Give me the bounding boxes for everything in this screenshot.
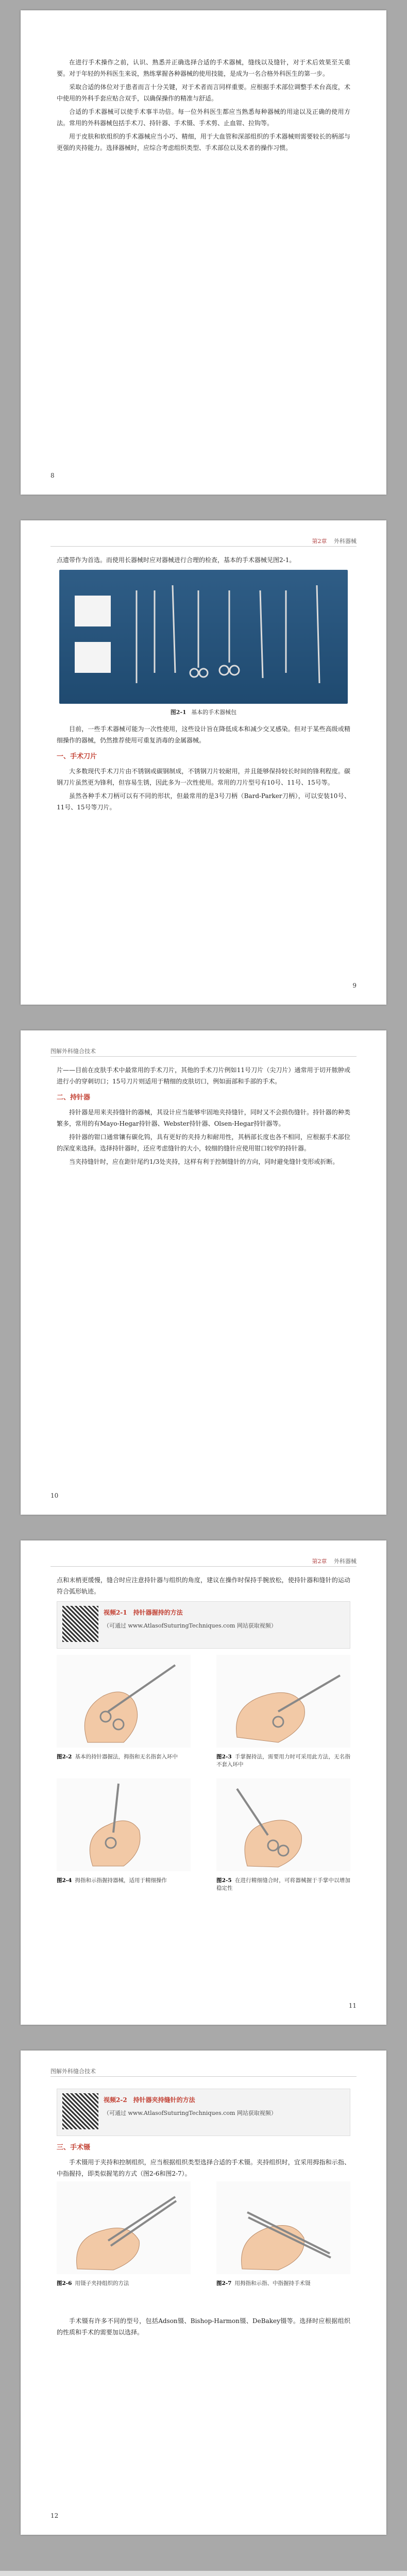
paragraph: 当夹持缝针时，应在距针尾约1/3处夹持，这样有利于控制缝针的方向，同时避免缝针变形或折断。 — [69, 1158, 339, 1165]
paragraph: 持针器是用来夹持缝针的器械，其设计应当能够牢固地夹持缝针，同时又不会损伤缝针。持针器的种类繁多，常用的有Mayo-Hegar持针器、Webster持针器、Olsen-Hegar持针器等。 — [57, 1109, 350, 1127]
page-number: 11 — [348, 2002, 357, 2009]
section-heading: 二、持针器 — [57, 1094, 91, 1101]
paragraph: 在进行手术操作之前，认识、熟悉并正确选择合适的手术器械，缝线以及缝针，对于术后效果至关重要。对于年轻的外科医生来说，熟练掌握各种器械的使用技能，是成为一名合格外科医生的第一步。 — [57, 59, 350, 77]
figure-caption-text: 用拇指和示指、中指握持手术镊 — [234, 2280, 311, 2286]
video-box[interactable] — [57, 1601, 350, 1649]
figure-caption — [57, 1877, 191, 1885]
running-header: 图解外科缝合技术 — [50, 2067, 357, 2077]
qr-code[interactable] — [62, 1606, 98, 1642]
figure-label: 图2-5 — [216, 1877, 232, 1884]
page-number: 8 — [50, 472, 55, 479]
figure-grid — [57, 2181, 350, 2315]
figure-label: 图2-6 — [57, 2280, 72, 2286]
running-header — [50, 1557, 357, 1567]
page-8 — [21, 10, 386, 495]
figure-caption — [57, 2280, 191, 2287]
viewer-footer — [0, 2571, 407, 2576]
figure-caption-text: 基本的持针器握法，拇指和无名指套入环中 — [75, 1754, 178, 1760]
paragraph: 合适的手术器械可以使手术事半功倍。每一位外科医生都应当熟悉每种器械的用途以及正确的使用方法。常用的外科器械包括手术刀、持针器、手术镊、手术剪、止血钳、拉钩等。 — [57, 108, 350, 127]
paragraph: 点和末梢更缓慢，缝合时应注意持针器与组织的角度，建议在操作时保持手腕放松，使持针器和缝针的运动符合弧形轨迹。 — [57, 1577, 350, 1595]
figure-grid — [57, 1655, 350, 1892]
figure-label: 图2-3 — [216, 1754, 232, 1760]
thumb-index-grip-illustration — [57, 1778, 191, 1871]
paragraph: 采取合适的体位对于患者而言十分关键，对于术者而言同样重要。应根据手术部位调整手术台高度，术中使用的外科手套应贴合双手，以确保操作的精准与舒适。 — [57, 83, 350, 102]
figure-label: 图2-4 — [57, 1877, 72, 1884]
page-11-body — [57, 1574, 350, 1892]
page-number: 9 — [352, 982, 357, 989]
figure-2-6 — [57, 2181, 191, 2287]
figure-caption-text: 在进行精细缝合时，可将器械握于手掌中以增加稳定性 — [216, 1877, 350, 1891]
figure-caption-text: 基本的手术器械包 — [191, 709, 237, 716]
figure-caption — [216, 1877, 350, 1892]
paragraph: 片——目前在皮肤手术中最常用的手术刀片，其他的手术刀片例如11号刀片（尖刀片）通常用于切开脓肿或进行小的穿刺切口；15号刀片则适用于精细的皮肤切口，例如面部和手部的手术。 — [57, 1066, 350, 1085]
paragraph: 持针器的钳口通常镶有碳化钨，具有更好的夹持力和耐用性，其柄部长度也各不相同，应根据手术部位的深度来选择。选择持针器时，还应考虑缝针的大小，较细的缝针应使用钳口较窄的持针器。 — [57, 1133, 350, 1152]
paragraph: 目前，一些手术器械可能为一次性使用，这些设计旨在降低成本和减少交叉感染。但对于某些高级或精细操作的器械，仍然推荐使用可重复消毒的金属器械。 — [57, 725, 350, 744]
figure-label: 图2-1 — [170, 709, 186, 716]
page-number: 12 — [50, 2512, 59, 2519]
paragraph: 手术镊用于夹持和控制组织，应当根据组织类型选择合适的手术镊。夹持组织时，宜采用拇指和示指、中指握持，即类似握笔的方式（图2-6和图2-7）。 — [57, 2159, 350, 2177]
figure-label: 图2-7 — [216, 2280, 232, 2286]
chapter-title: 外科器械 — [334, 1558, 357, 1565]
instrument-tray-photo — [59, 570, 348, 704]
figure-caption — [216, 1753, 350, 1769]
page-9-body — [57, 554, 350, 815]
chapter-number: 第2章 — [312, 538, 327, 545]
paragraph: 虽然各种手术刀柄可以有不同的形状，但最常用的是3号刀柄（Bard-Parker刀柄），可以安装10号、11号、15号等刀片。 — [57, 792, 350, 811]
section-heading: 三、手术镊 — [57, 2144, 91, 2151]
figure-2-7 — [216, 2181, 350, 2287]
video-link[interactable]: （可通过 www.AtlasofSuturingTechniques.com 网站获取视频） — [104, 1622, 277, 1629]
running-header: 图解外科缝合技术 — [50, 1047, 357, 1057]
page-number: 10 — [50, 1492, 59, 1499]
paragraph: 用于皮肤和软组织的手术器械应当小巧、精细，用于大血管和深部组织的手术器械则需要较长的柄部与更强的夹持能力。选择器械时，应综合考虑组织类型、手术部位以及术者的操作习惯。 — [57, 133, 350, 151]
page-11 — [21, 1540, 386, 2025]
video-box[interactable] — [57, 2089, 350, 2136]
instrument-set-illustration — [59, 570, 348, 704]
figure-caption-text: 手掌握持法，需要用力时可采用此方法，无名指不套入环中 — [216, 1754, 350, 1768]
running-header — [50, 537, 357, 547]
figure-2-2 — [57, 1655, 191, 1761]
video-title: 视频2-1 持针器握持的方法 — [104, 1609, 183, 1616]
page-12-body — [57, 2084, 350, 2340]
figure-caption — [216, 2280, 350, 2287]
paragraph: 手术镊有许多不同的型号，包括Adson镊、Bishop-Harmon镊、DeBakey镊等。选择时应根据组织的性质和手术的需要加以选择。 — [57, 2317, 350, 2336]
page-10 — [21, 1030, 386, 1515]
section-heading: 一、手术刀片 — [57, 753, 97, 760]
figure-caption-text: 用镊子夹持组织的方法 — [75, 2280, 129, 2286]
video-title: 视频2-2 持针器夹持缝针的方法 — [104, 2096, 195, 2104]
figure-label: 图2-2 — [57, 1754, 72, 1760]
hand-holding-needle-holder-illustration — [57, 1655, 191, 1748]
figure-2-5 — [216, 1778, 350, 1892]
figure-caption — [57, 1753, 191, 1761]
paragraph: 点遗带作为首选。而使用长器械时应对器械进行合理的检查，基本的手术器械见图2-1。 — [57, 556, 296, 564]
chapter-number: 第2章 — [312, 1558, 327, 1565]
page-12 — [21, 2050, 386, 2535]
palm-grip-illustration — [216, 1655, 350, 1748]
forceps-in-hand-illustration — [57, 2181, 191, 2274]
chapter-title: 外科器械 — [334, 538, 357, 545]
page-8-body — [57, 57, 350, 156]
figure-caption — [57, 707, 350, 718]
video-link[interactable]: （可通过 www.AtlasofSuturingTechniques.com 网站获取视频） — [104, 2110, 277, 2116]
figure-2-3 — [216, 1655, 350, 1769]
qr-code[interactable] — [62, 2093, 98, 2129]
figure-caption-text: 拇指和示指握持器械，适用于精细操作 — [75, 1877, 167, 1884]
page-9 — [21, 520, 386, 1005]
pencil-grip-forceps-illustration — [216, 2181, 350, 2274]
paragraph: 大多数现代手术刀片由不锈钢或碳钢制成，不锈钢刀片较耐用，并且能够保持较长时间的锋利程度。碳钢刀片虽然更为锋利，但容易生锈，因此多为一次性使用。常用的刀片型号有10号、11号、15号等。 — [57, 768, 350, 786]
figure-2-4 — [57, 1778, 191, 1885]
page-10-body — [57, 1064, 350, 1170]
fine-suturing-grip-illustration — [216, 1778, 350, 1871]
